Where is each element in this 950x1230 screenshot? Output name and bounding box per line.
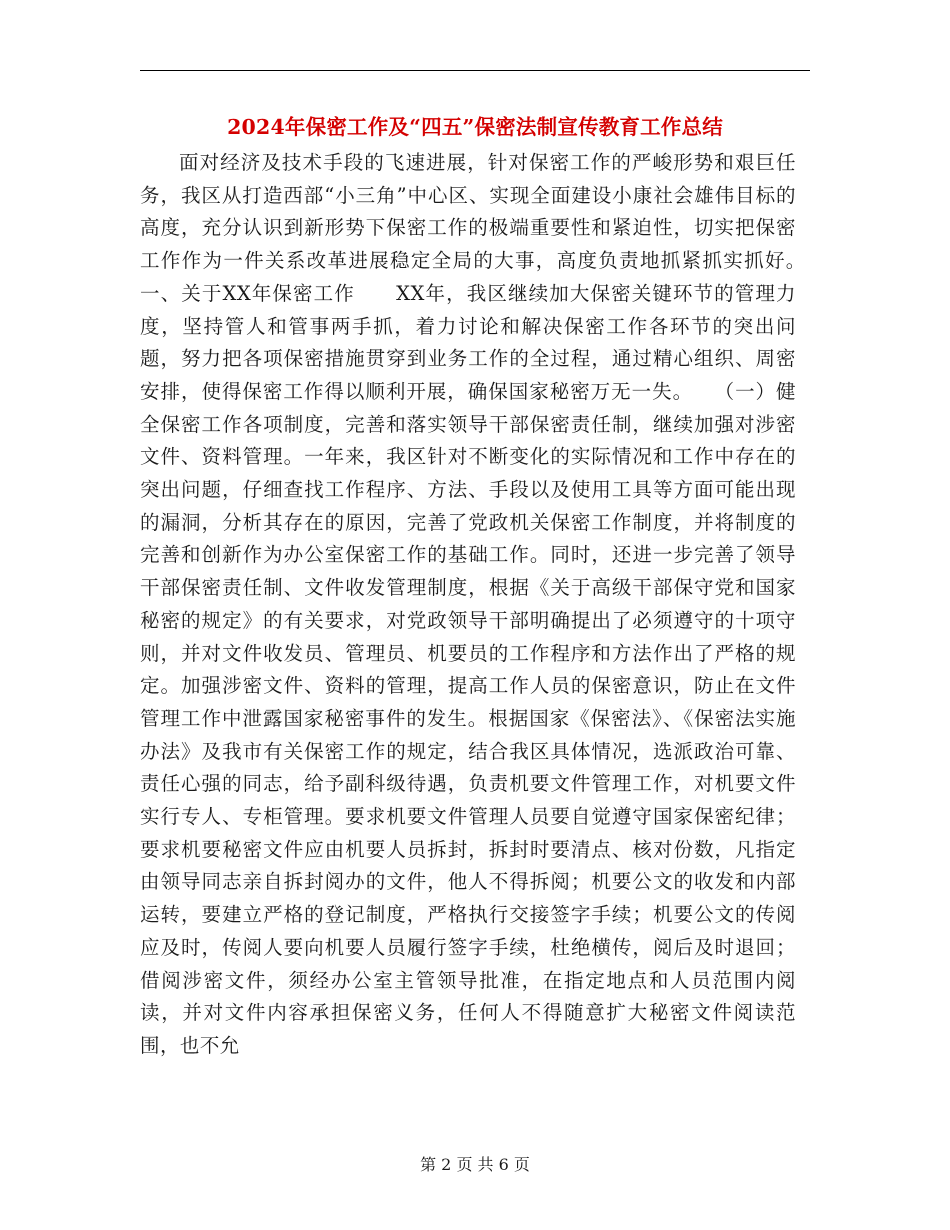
page-number-footer: 第 2 页 共 6 页	[420, 1155, 530, 1174]
header-rule	[140, 70, 810, 71]
document-title: 2024年保密工作及“四五”保密法制宣传教育工作总结	[227, 115, 723, 139]
body-paragraph: 面对经济及技术手段的飞速进展，针对保密工作的严峻形势和艰巨任务，我区从打造西部“小三角”中心区、实现全面建设小康社会雄伟目标的高度，充分认识到新形势下保密工作的极端重要性和紧迫性，切实把保密工作作为一件关系改革进展稳定全局的大事，高度负责地抓紧抓实抓好。 一、关于XX年保密工作 XX年，我区继续加大保密关键环节的管理力度，坚持管人和管事两手抓，着力讨论和解决保密工作各环节的突出问题，努力把各项保密措施贯穿到业务工作的全过程，通过精心组织、周密安排，使得保密工作得以顺利开展，确保国家秘密万无一失。 （一）健全保密工作各项制度，完善和落实领导干部保密责任制，继续加强对涉密文件、资料管理。一年来，我区针对不断变化的实际情况和工作中存在的突出问题，仔细查找工作程序、方法、手段以及使用工具等方面可能出现的漏洞，分析其存在的原因，完善了党政机关保密工作制度，并将制度的完善和创新作为办公室保密工作的基础工作。同时，还进一步完善了领导干部保密责任制、文件收发管理制度，根据《关于高级干部保守党和国家秘密的规定》的有关要求，对党政领导干部明确提出了必须遵守的十项守则，并对文件收发员、管理员、机要员的工作程序和方法作出了严格的规定。加强涉密文件、资料的管理，提高工作人员的保密意识，防止在文件管理工作中泄露国家秘密事件的发生。根据国家《保密法》、《保密法实施办法》及我市有关保密工作的规定，结合我区具体情况，选派政治可靠、责任心强的同志，给予副科级待遇，负责机要文件管理工作，对机要文件实行专人、专柜管理。要求机要文件管理人员要自觉遵守国家保密纪律；要求机要秘密文件应由机要人员拆封，拆封时要清点、核对份数，凡指定由领导同志亲自拆封阅办的文件，他人不得拆阅；机要公文的收发和内部运转，要建立严格的登记制度，严格执行交接签字手续；机要公文的传阅应及时，传阅人要向机要人员履行签字手续，杜绝横传，阅后及时退回；借阅涉密文件，须经办公室主管领导批准，在指定地点和人员范围内阅读，并对文件内容承担保密义务，任何人不得随意扩大秘密文件阅读范围，也不允	[140, 151, 836, 1057]
